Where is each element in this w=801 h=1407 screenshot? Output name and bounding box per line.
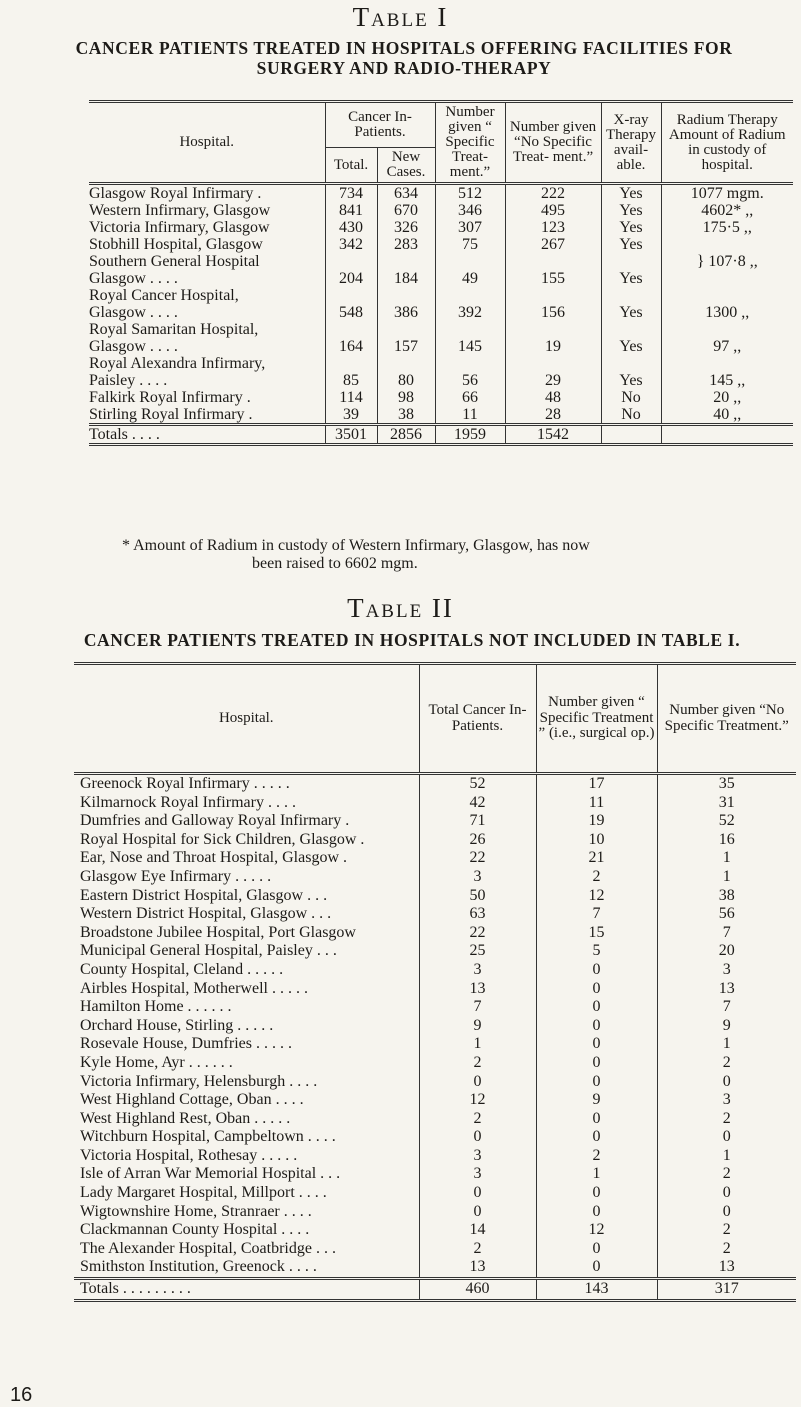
- t2-cell-total: 0: [419, 1203, 536, 1222]
- t2-cell-hospital: Glasgow Eye Infirmary . . . . .: [80, 867, 272, 885]
- t1-cell-xray: Yes: [601, 372, 661, 389]
- t1-cell-xray: Yes: [601, 202, 661, 219]
- t1-cell-radium: [661, 321, 793, 338]
- t1-cell-radium: [661, 270, 793, 287]
- t1-cell-radium: 97 ,,: [661, 338, 793, 355]
- t1-totals-total: 3501: [325, 425, 377, 445]
- t1-cell-xray: Yes: [601, 338, 661, 355]
- t1-cell-no_specific: 48: [505, 389, 601, 406]
- table-row: [74, 1184, 796, 1203]
- table1-heading: [24, 38, 784, 78]
- t2-cell-no_specific: 56: [657, 905, 796, 924]
- t2-cell-specific: 0: [536, 980, 657, 999]
- t2-cell-total: 0: [419, 1184, 536, 1203]
- t2-cell-no_specific: 7: [657, 998, 796, 1017]
- t1-cell-no_specific: 19: [505, 338, 601, 355]
- t1-cell-new: [377, 355, 435, 372]
- t2-cell-hospital: Isle of Arran War Memorial Hospital . . .: [80, 1165, 341, 1183]
- t1-cell-total: 204: [325, 270, 377, 287]
- t1-cell-total: [325, 321, 377, 338]
- t1-cell-new: 670: [377, 202, 435, 219]
- t1-header-specific: Number given “ Specific Treat- ment.”: [435, 102, 505, 184]
- t2-cell-hospital: Kilmarnock Royal Infirmary . . . .: [80, 793, 296, 811]
- page-number: 16: [10, 1384, 33, 1406]
- t1-cell-radium: 20 ,,: [661, 389, 793, 406]
- t2-header-hospital: Hospital.: [218, 709, 274, 726]
- table-row: [89, 287, 793, 304]
- table-row: [74, 774, 796, 794]
- t1-cell-radium: 4602* ,,: [661, 202, 793, 219]
- t1-cell-radium: } 107·8 ,,: [661, 253, 793, 270]
- t1-cell-radium: 40 ,,: [661, 406, 793, 425]
- t1-cell-no_specific: 28: [505, 406, 601, 425]
- t1-cell-no_specific: [505, 253, 601, 270]
- t2-cell-hospital: Lady Margaret Hospital, Millport . . . .: [80, 1184, 327, 1202]
- table1-totals-row: [89, 425, 793, 445]
- t2-header-total: Total Cancer In-Patients.: [419, 664, 536, 774]
- table-row: [74, 1221, 796, 1240]
- t2-cell-total: 22: [419, 924, 536, 943]
- table-row: [74, 980, 796, 999]
- t2-cell-total: 63: [419, 905, 536, 924]
- t2-header-specific: Number given “ Specific Treatment ” (i.e., surgical op.): [536, 664, 657, 774]
- table2-heading: CANCER PATIENTS TREATED IN HOSPITALS NOT INCLUDED IN TABLE I.: [83, 630, 741, 650]
- table-row: [74, 942, 796, 961]
- t2-cell-specific: 10: [536, 831, 657, 850]
- t2-cell-no_specific: 13: [657, 980, 796, 999]
- t2-cell-specific: 2: [536, 868, 657, 887]
- t1-header-new-cases: New Cases.: [377, 148, 435, 184]
- t1-cell-radium: 1300 ,,: [661, 304, 793, 321]
- t2-cell-hospital: Broadstone Jubilee Hospital, Port Glasgow: [80, 923, 356, 941]
- t2-cell-no_specific: 2: [657, 1221, 796, 1240]
- t1-cell-hospital: Stobhill Hospital, Glasgow: [89, 236, 263, 253]
- t2-cell-total: 22: [419, 849, 536, 868]
- table-row: [74, 1035, 796, 1054]
- table-row: [74, 1128, 796, 1147]
- t1-cell-new: 386: [377, 304, 435, 321]
- t2-cell-total: 12: [419, 1091, 536, 1110]
- t2-cell-hospital: Municipal General Hospital, Paisley . . .: [80, 942, 337, 960]
- table-row: [89, 355, 793, 372]
- t2-cell-specific: 0: [536, 1184, 657, 1203]
- table-row: [74, 794, 796, 813]
- t2-cell-no_specific: 52: [657, 812, 796, 831]
- table1: [89, 100, 793, 446]
- t2-cell-total: 42: [419, 794, 536, 813]
- t2-totals-label: Totals . . . . . . . . .: [74, 1279, 419, 1301]
- t1-cell-specific: 145: [435, 338, 505, 355]
- t2-cell-specific: 12: [536, 887, 657, 906]
- t2-cell-hospital: The Alexander Hospital, Coatbridge . . .: [80, 1239, 336, 1257]
- t1-cell-total: 114: [325, 389, 377, 406]
- t1-totals-no_specific: 1542: [505, 425, 601, 445]
- t2-cell-no_specific: 2: [657, 1054, 796, 1073]
- t1-cell-hospital: Glasgow . . . .: [89, 270, 178, 287]
- t2-cell-specific: 0: [536, 1240, 657, 1259]
- t1-cell-hospital: Stirling Royal Infirmary .: [89, 406, 253, 423]
- t1-cell-hospital: Victoria Infirmary, Glasgow: [89, 219, 270, 236]
- t1-cell-no_specific: [505, 321, 601, 338]
- t1-cell-new: 283: [377, 236, 435, 253]
- t2-cell-specific: 12: [536, 1221, 657, 1240]
- t1-cell-new: [377, 321, 435, 338]
- t1-cell-new: 157: [377, 338, 435, 355]
- t1-cell-total: [325, 355, 377, 372]
- table2-totals-row: [74, 1279, 796, 1301]
- table-row: [89, 253, 793, 270]
- table1-label: Table I: [352, 2, 449, 32]
- t2-cell-specific: 0: [536, 1110, 657, 1129]
- t2-header-no-specific: Number given “No Specific Treatment.”: [657, 664, 796, 774]
- table-row: [74, 1054, 796, 1073]
- t1-cell-total: 734: [325, 184, 377, 203]
- t2-cell-total: 2: [419, 1054, 536, 1073]
- t1-cell-radium: [661, 287, 793, 304]
- table-row: [74, 868, 796, 887]
- footnote-line2: been raised to 6602 mgm.: [252, 555, 418, 572]
- t1-cell-hospital: Royal Alexandra Infirmary,: [89, 355, 266, 372]
- t1-cell-no_specific: [505, 355, 601, 372]
- t2-cell-specific: 9: [536, 1091, 657, 1110]
- t1-totals-radium: [661, 425, 793, 445]
- table-row: [89, 270, 793, 287]
- t1-cell-hospital: Glasgow . . . .: [89, 338, 178, 355]
- t2-cell-specific: 0: [536, 1035, 657, 1054]
- t2-cell-hospital: Smithston Institution, Greenock . . . .: [80, 1258, 317, 1276]
- t1-cell-new: 634: [377, 184, 435, 203]
- table-row: [74, 1147, 796, 1166]
- t1-cell-hospital: Glasgow . . . .: [89, 304, 178, 321]
- t2-cell-total: 7: [419, 998, 536, 1017]
- t1-cell-new: 80: [377, 372, 435, 389]
- t2-cell-no_specific: 7: [657, 924, 796, 943]
- t1-cell-total: 342: [325, 236, 377, 253]
- t1-cell-total: [325, 253, 377, 270]
- t2-cell-specific: 1: [536, 1165, 657, 1184]
- t2-cell-specific: 0: [536, 1073, 657, 1092]
- t1-header-cancer-inpatients: Cancer In-Patients.: [325, 102, 435, 148]
- t1-cell-xray: [601, 321, 661, 338]
- t2-cell-hospital: Clackmannan County Hospital . . . .: [80, 1221, 310, 1239]
- t1-cell-specific: 307: [435, 219, 505, 236]
- t1-cell-specific: 75: [435, 236, 505, 253]
- table2: [74, 662, 796, 1302]
- t1-cell-hospital: Falkirk Royal Infirmary .: [89, 389, 251, 406]
- t2-cell-total: 1: [419, 1035, 536, 1054]
- t2-cell-hospital: Airbles Hospital, Motherwell . . . . .: [80, 979, 308, 997]
- t1-cell-xray: No: [601, 406, 661, 425]
- t1-cell-hospital: Southern General Hospital: [89, 253, 260, 270]
- table1-heading-line2: SURGERY AND RADIO-THERAPY: [256, 58, 552, 78]
- t1-cell-new: 184: [377, 270, 435, 287]
- table-row: [74, 1258, 796, 1278]
- t1-header-xray: X-ray Therapy avail- able.: [601, 102, 661, 184]
- table-row: [89, 389, 793, 406]
- t1-cell-new: 326: [377, 219, 435, 236]
- table-row: [89, 372, 793, 389]
- t1-cell-no_specific: 267: [505, 236, 601, 253]
- t1-cell-total: 548: [325, 304, 377, 321]
- t2-cell-specific: 7: [536, 905, 657, 924]
- t1-cell-xray: Yes: [601, 270, 661, 287]
- t2-cell-no_specific: 1: [657, 849, 796, 868]
- table-row: [74, 1017, 796, 1036]
- table-row: [89, 184, 793, 203]
- table-row: [89, 236, 793, 253]
- table-row: [89, 304, 793, 321]
- t2-cell-no_specific: 16: [657, 831, 796, 850]
- table-row: [74, 924, 796, 943]
- t1-cell-no_specific: 156: [505, 304, 601, 321]
- t2-cell-total: 3: [419, 961, 536, 980]
- t2-cell-no_specific: 3: [657, 1091, 796, 1110]
- t2-cell-total: 2: [419, 1240, 536, 1259]
- t2-cell-specific: 11: [536, 794, 657, 813]
- t2-cell-no_specific: 2: [657, 1110, 796, 1129]
- t1-cell-xray: [601, 253, 661, 270]
- table-row: [74, 1240, 796, 1259]
- t2-cell-no_specific: 0: [657, 1128, 796, 1147]
- t2-cell-specific: 0: [536, 998, 657, 1017]
- t1-cell-specific: 346: [435, 202, 505, 219]
- t1-cell-xray: [601, 287, 661, 304]
- t1-cell-no_specific: 222: [505, 184, 601, 203]
- t1-cell-total: 841: [325, 202, 377, 219]
- t2-cell-no_specific: 9: [657, 1017, 796, 1036]
- t1-cell-radium: 175·5 ,,: [661, 219, 793, 236]
- t2-cell-no_specific: 1: [657, 1147, 796, 1166]
- t2-cell-total: 13: [419, 980, 536, 999]
- t1-cell-specific: 11: [435, 406, 505, 425]
- t1-cell-hospital: Paisley . . . .: [89, 372, 168, 389]
- t2-cell-hospital: West Highland Rest, Oban . . . . .: [80, 1109, 291, 1127]
- t2-cell-no_specific: 1: [657, 1035, 796, 1054]
- t2-cell-no_specific: 0: [657, 1203, 796, 1222]
- t2-cell-total: 26: [419, 831, 536, 850]
- table-row: [89, 321, 793, 338]
- table-row: [74, 849, 796, 868]
- table-row: [74, 812, 796, 831]
- table-row: [89, 338, 793, 355]
- t1-cell-xray: Yes: [601, 304, 661, 321]
- t1-cell-specific: 66: [435, 389, 505, 406]
- t2-cell-total: 25: [419, 942, 536, 961]
- table-row: [74, 905, 796, 924]
- t2-cell-total: 0: [419, 1128, 536, 1147]
- table-row: [89, 202, 793, 219]
- table-row: [89, 219, 793, 236]
- t1-cell-xray: Yes: [601, 184, 661, 203]
- t2-cell-no_specific: 31: [657, 794, 796, 813]
- t2-cell-hospital: Dumfries and Galloway Royal Infirmary .: [80, 812, 350, 830]
- t1-cell-specific: [435, 253, 505, 270]
- t1-cell-specific: [435, 321, 505, 338]
- t2-cell-no_specific: 0: [657, 1073, 796, 1092]
- t2-cell-specific: 0: [536, 961, 657, 980]
- t2-cell-specific: 0: [536, 1128, 657, 1147]
- t1-cell-hospital: Royal Samaritan Hospital,: [89, 321, 259, 338]
- t1-cell-xray: Yes: [601, 236, 661, 253]
- table-row: [74, 1091, 796, 1110]
- t2-cell-hospital: Greenock Royal Infirmary . . . . .: [80, 775, 290, 792]
- t2-cell-hospital: Victoria Hospital, Rothesay . . . . .: [80, 1146, 298, 1164]
- t2-cell-specific: 19: [536, 812, 657, 831]
- t2-cell-specific: 21: [536, 849, 657, 868]
- t1-cell-total: 85: [325, 372, 377, 389]
- t2-cell-specific: 15: [536, 924, 657, 943]
- t2-cell-specific: 0: [536, 1054, 657, 1073]
- table-row: [74, 961, 796, 980]
- footnote-line1: * Amount of Radium in custody of Western Infirmary, Glasgow, has now: [122, 537, 590, 554]
- t1-cell-new: [377, 253, 435, 270]
- t2-cell-total: 52: [419, 774, 536, 794]
- t2-cell-total: 2: [419, 1110, 536, 1129]
- t1-cell-radium: [661, 236, 793, 253]
- table2-label: Table II: [347, 593, 454, 623]
- t1-totals-new: 2856: [377, 425, 435, 445]
- t1-cell-new: 38: [377, 406, 435, 425]
- t2-cell-hospital: West Highland Cottage, Oban . . . .: [80, 1091, 304, 1109]
- t2-cell-total: 0: [419, 1073, 536, 1092]
- t1-cell-total: [325, 287, 377, 304]
- t1-cell-specific: [435, 287, 505, 304]
- t1-totals-xray: [601, 425, 661, 445]
- t2-cell-hospital: Western District Hospital, Glasgow . . .: [80, 905, 332, 923]
- t1-cell-no_specific: [505, 287, 601, 304]
- t1-header-total: Total.: [325, 148, 377, 184]
- t1-cell-no_specific: 29: [505, 372, 601, 389]
- t2-cell-hospital: Witchburn Hospital, Campbeltown . . . .: [80, 1128, 336, 1146]
- table-row: [74, 887, 796, 906]
- t1-cell-hospital: Western Infirmary, Glasgow: [89, 202, 271, 219]
- t1-cell-new: 98: [377, 389, 435, 406]
- t1-cell-hospital: Royal Cancer Hospital,: [89, 287, 239, 304]
- t2-cell-hospital: Eastern District Hospital, Glasgow . . .: [80, 886, 328, 904]
- t2-cell-hospital: Hamilton Home . . . . . .: [80, 998, 232, 1016]
- t1-totals-specific: 1959: [435, 425, 505, 445]
- t2-cell-no_specific: 38: [657, 887, 796, 906]
- t2-cell-total: 71: [419, 812, 536, 831]
- t2-cell-specific: 0: [536, 1203, 657, 1222]
- t1-cell-total: 164: [325, 338, 377, 355]
- t2-cell-total: 9: [419, 1017, 536, 1036]
- table-row: [74, 1203, 796, 1222]
- table1-footnote: [122, 537, 772, 573]
- t2-cell-no_specific: 3: [657, 961, 796, 980]
- t1-cell-total: 39: [325, 406, 377, 425]
- t2-cell-no_specific: 13: [657, 1258, 796, 1278]
- t2-cell-specific: 17: [536, 774, 657, 794]
- t2-cell-no_specific: 2: [657, 1165, 796, 1184]
- t1-cell-radium: 145 ,,: [661, 372, 793, 389]
- t1-cell-specific: 49: [435, 270, 505, 287]
- t1-cell-new: [377, 287, 435, 304]
- t2-cell-specific: 5: [536, 942, 657, 961]
- table-row: [74, 1073, 796, 1092]
- t2-cell-no_specific: 2: [657, 1240, 796, 1259]
- t1-cell-xray: Yes: [601, 219, 661, 236]
- t2-cell-specific: 0: [536, 1258, 657, 1278]
- t1-cell-specific: 512: [435, 184, 505, 203]
- table-row: [74, 1165, 796, 1184]
- t2-totals-total: 460: [419, 1279, 536, 1301]
- t2-cell-specific: 0: [536, 1017, 657, 1036]
- t2-cell-no_specific: 1: [657, 868, 796, 887]
- t1-cell-no_specific: 495: [505, 202, 601, 219]
- t2-cell-total: 13: [419, 1258, 536, 1278]
- t2-cell-total: 3: [419, 868, 536, 887]
- t2-cell-hospital: Victoria Infirmary, Helensburgh . . . .: [80, 1072, 318, 1090]
- table-row: [74, 1110, 796, 1129]
- t2-cell-hospital: Rosevale House, Dumfries . . . . .: [80, 1035, 292, 1053]
- table-row: [74, 998, 796, 1017]
- t2-cell-hospital: Kyle Home, Ayr . . . . . .: [80, 1053, 233, 1071]
- t2-totals-specific: 143: [536, 1279, 657, 1301]
- t2-cell-hospital: Ear, Nose and Throat Hospital, Glasgow .: [80, 849, 348, 867]
- t2-cell-total: 3: [419, 1147, 536, 1166]
- t2-cell-specific: 2: [536, 1147, 657, 1166]
- t2-cell-no_specific: 35: [657, 774, 796, 794]
- t2-cell-hospital: Wigtownshire Home, Stranraer . . . .: [80, 1202, 312, 1220]
- t1-header-no-specific: Number given “No Specific Treat- ment.”: [505, 102, 601, 184]
- t2-totals-no_specific: 317: [657, 1279, 796, 1301]
- t1-cell-radium: [661, 355, 793, 372]
- t2-cell-hospital: Orchard House, Stirling . . . . .: [80, 1016, 274, 1034]
- t1-cell-total: 430: [325, 219, 377, 236]
- t2-cell-total: 3: [419, 1165, 536, 1184]
- t1-totals-label: Totals . . . .: [89, 425, 325, 445]
- t1-header-radium: Radium Therapy Amount of Radium in custody of hospital.: [661, 102, 793, 184]
- t1-cell-specific: [435, 355, 505, 372]
- t2-cell-no_specific: 20: [657, 942, 796, 961]
- t1-cell-specific: 56: [435, 372, 505, 389]
- t2-cell-hospital: Royal Hospital for Sick Children, Glasgow .: [80, 830, 365, 848]
- t2-cell-no_specific: 0: [657, 1184, 796, 1203]
- t1-cell-no_specific: 155: [505, 270, 601, 287]
- table1-heading-line1: CANCER PATIENTS TREATED IN HOSPITALS OFFERING FACILITIES FOR: [75, 38, 733, 58]
- t1-cell-radium: 1077 mgm.: [661, 184, 793, 203]
- t1-cell-xray: No: [601, 389, 661, 406]
- t2-cell-total: 14: [419, 1221, 536, 1240]
- t1-header-hospital: Hospital.: [179, 134, 235, 150]
- t1-cell-specific: 392: [435, 304, 505, 321]
- t1-cell-hospital: Glasgow Royal Infirmary .: [89, 185, 262, 202]
- t1-cell-xray: [601, 355, 661, 372]
- t2-cell-total: 50: [419, 887, 536, 906]
- t1-cell-no_specific: 123: [505, 219, 601, 236]
- t2-cell-hospital: County Hospital, Cleland . . . . .: [80, 960, 284, 978]
- table-row: [74, 831, 796, 850]
- table-row: [89, 406, 793, 425]
